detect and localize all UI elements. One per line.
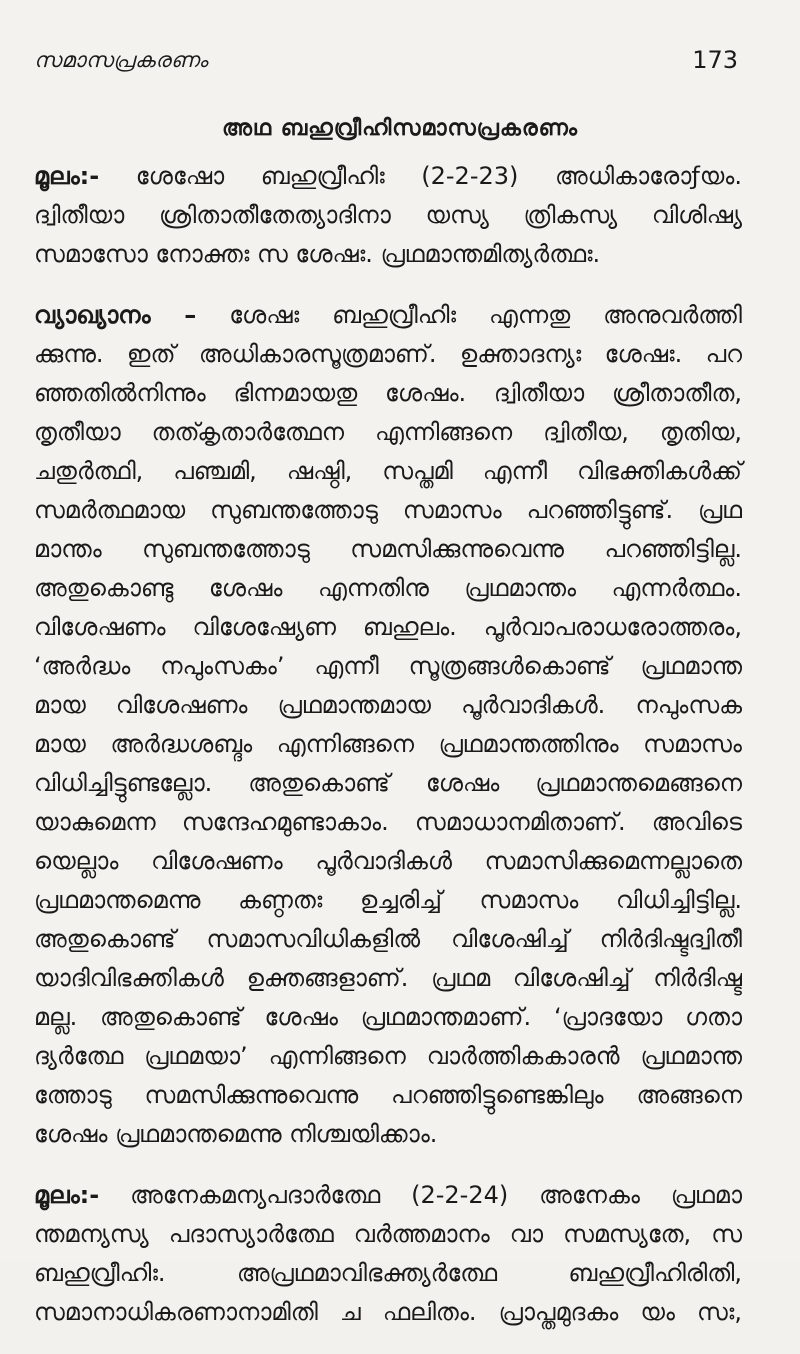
text-line: പ്രഥമാന്തമെന്നു കണ്ഠതഃ ഉച്ചരിച്ച് സമാസം വിധിച്ചിട്ടില്ല. (34, 886, 742, 914)
text-line: അതുകൊണ്ടു ശേഷം എന്നതിനു പ്രഥമാന്തം എന്നർത്ഥം. (34, 574, 742, 602)
text-line: യാകുമെന്ന സന്ദേഹമുണ്ടാകാം. സമാധാനമിതാണ്. അവിടെ (34, 808, 742, 836)
text-line: ബഹുവ്രീഹിഃ. അപ്രഥമാവിഭക്ത്യർത്ഥേ ബഹുവ്രീഹിരിതി, (34, 1259, 742, 1287)
text-line: സമാനാധികരണാനാമിതി ച ഫലിതം. പ്രാപ്തമുദകം യം സഃ, (34, 1298, 742, 1326)
running-head: സമാസപ്രകരണം (34, 48, 209, 72)
text-line: സമർത്ഥമായ സുബന്തത്തോടു സമാസം പറഞ്ഞിട്ടുണ്ട്. പ്രഥ (34, 496, 742, 524)
text-line: ദ്വിതീയാ ശ്രിതാതീതേത്യാദിനാ യസ്യ ത്രികസ്യ വിശിഷ്യ (34, 201, 742, 229)
text-line: ശേഷം പ്രഥമാന്തമെന്നു നിശ്ചയിക്കാം. (34, 1120, 438, 1148)
text-line: ന്തമന്യസ്യ പദാസ്യാർത്ഥേ വർത്തമാനം വാ സമസ്യതേ, സ (34, 1220, 742, 1248)
text-line: ക്കുന്നു. ഇത് അധികാരസൂത്രമാണ്. ഉക്താദന്യഃ ശേഷഃ. പറ (34, 340, 742, 368)
paragraph-lead: വ്യാഖ്യാനം – (34, 301, 197, 329)
text-line: യാദിവിഭക്തികൾ ഉക്തങ്ങളാണ്. പ്രഥമ വിശേഷിച്ച് നിർദിഷ്ട (34, 964, 742, 992)
text-line: ഞ്ഞതിൽനിന്നും ഭിന്നമായതു ശേഷം. ദ്വിതീയാ ശ്രീതാതീത, (34, 379, 742, 407)
text-line: സമാസോ നോക്തഃ സ ശേഷഃ. പ്രഥമാന്തമിത്യർത്ഥഃ. (34, 240, 601, 268)
paragraph-mulam-1 (34, 157, 742, 274)
paragraph-lead: മൂലം:- (34, 162, 100, 190)
text-line: വിശേഷണം വിശേഷ്യേണ ബഹുലം. പൂർവാപരാധരോത്തരം, (34, 613, 742, 641)
text-line: ദ്യർത്ഥേ പ്രഥമയാ’ എന്നിങ്ങനെ വാർത്തികകാരൻ പ്രഥമാന്ത (34, 1042, 742, 1070)
text-line: ത്തോടു സമസിക്കുന്നുവെന്നു പറഞ്ഞിട്ടുണ്ടെങ്കിലും അങ്ങനെ (34, 1081, 742, 1109)
paragraph-vyakhyanam (34, 296, 742, 1154)
text-line: മാന്തം സുബന്തത്തോടു സമസിക്കുന്നുവെന്നു പറഞ്ഞിട്ടില്ല. (34, 535, 742, 563)
text-line (34, 157, 742, 196)
text-line: മായ അർദ്ധശബ്ദം എന്നിങ്ങനെ പ്രഥമാന്തത്തിനും സമാസം (34, 730, 742, 758)
text-line: യെല്ലാം വിശേഷണം പൂർവാദികൾ സമാസിക്കുമെന്നല്ലാതെ (34, 847, 742, 875)
body-text (34, 157, 742, 1354)
text-line: മല്ല. അതുകൊണ്ട് ശേഷം പ്രഥമാന്തമാണ്. ‘പ്രാദയോ ഗതാ (34, 1003, 742, 1031)
text-line: ചതുർത്ഥി, പഞ്ചമി, ഷഷ്ഠി, സപ്തമി എന്നീ വിഭക്തികൾക്ക് (34, 457, 742, 485)
text-line: മായ വിശേഷണം പ്രഥമാന്തമായ പൂർവാദികൾ. നപുംസക (34, 691, 742, 719)
text-line (34, 1176, 742, 1215)
text-line: തൃതീയാ തത്കൃതാർത്ഥേന എന്നിങ്ങനെ ദ്വിതീയ, തൃതിയ, (34, 418, 742, 446)
paragraph-lead: മൂലം:- (34, 1181, 100, 1209)
text-line: അതുകൊണ്ട് സമാസവിധികളിൽ വിശേഷിച്ച് നിർദിഷ്ടദ്വിതീ (34, 925, 742, 953)
line-text: ശേഷോ ബഹുവ്രീഹിഃ (2-2-23) അധികാരോƒയം. (99, 162, 742, 190)
page-number: 173 (692, 46, 738, 74)
line-text: അനേകമന്യപദാർത്ഥേ (2-2-24) അനേകം പ്രഥമാ (99, 1181, 742, 1209)
text-line: ‘അർദ്ധം നപുംസകം’ എന്നീ സൂത്രങ്ങൾകൊണ്ട് പ്രഥമാന്ത (34, 652, 742, 680)
line-text: ശേഷഃ ബഹുവ്രീഹിഃ എന്നതു അനുവർത്തി (196, 301, 742, 329)
paragraph-mulam-2 (34, 1176, 742, 1332)
text-line (34, 296, 742, 335)
text-line: വിധിച്ചിട്ടുണ്ടല്ലോ. അതുകൊണ്ട് ശേഷം പ്രഥമാന്തമെങ്ങനെ (34, 769, 742, 797)
chapter-title: അഥ ബഹുവ്രീഹിസമാസപ്രകരണം (222, 116, 578, 141)
